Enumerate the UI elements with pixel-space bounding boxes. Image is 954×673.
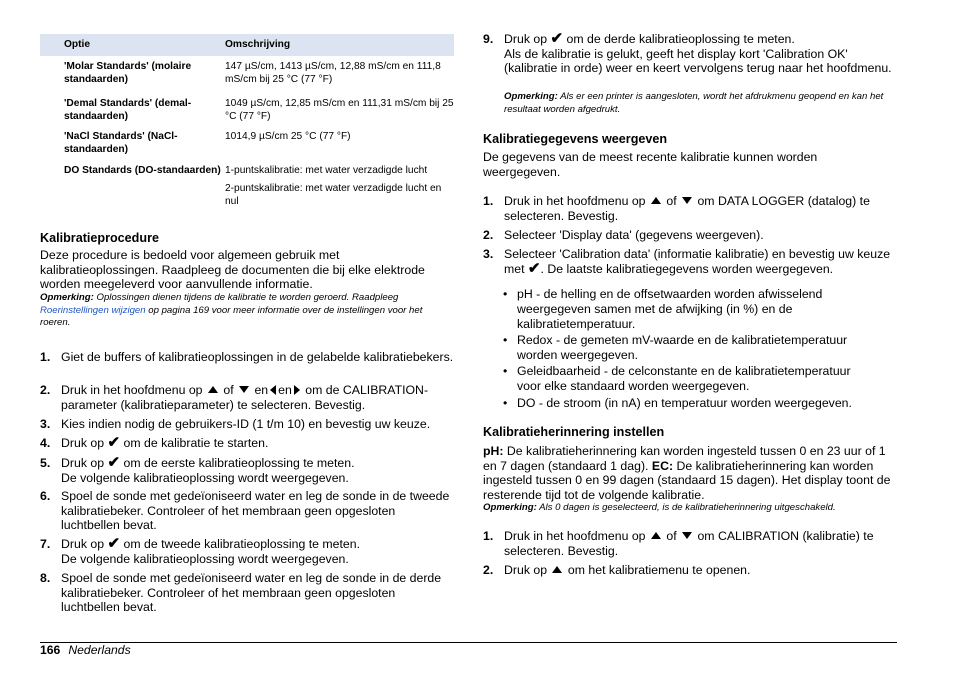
step-text: om de tweede kalibratieoplossing te meten. <box>123 537 360 551</box>
note-printer <box>504 91 897 116</box>
list-item <box>483 32 897 76</box>
footer-language: Nederlands <box>68 643 131 657</box>
reminder-paragraph <box>483 444 897 502</box>
intro-paragraph: Deze procedure is bedoeld voor algemeen gebruik met kalibratieoplossingen. Raadpleeg de documenten die bij elke elektrode worden meegeleverd voor aanvullende informatie. <box>40 248 425 292</box>
down-arrow-icon <box>682 197 692 204</box>
step-number: 7. <box>40 537 51 551</box>
step-text: Kies indien nodig de gebruikers-ID (1 t/m 10) en bevestig uw keuze. <box>61 417 431 431</box>
list-item: • Geleidbaarheid - de celconstante en de kalibratietemperatuur voor elke standaard worden weergegeven. <box>483 364 873 394</box>
checkmark-icon: ✔ <box>550 30 564 47</box>
step-text: Giet de buffers of kalibratieoplossingen in de gelabelde kalibratiebekers. <box>61 350 454 364</box>
up-arrow-icon <box>651 532 661 539</box>
table-header-row <box>40 34 454 56</box>
table-row <box>40 126 454 160</box>
column-header-description: Omschrijving <box>225 34 454 56</box>
option-description: 1014,9 µS/cm 25 °C (77 °F) <box>225 131 351 142</box>
step-text: Spoel de sonde met gedeïoniseerd water en leg de sonde in de derde kalibratiebeker. Controleer of het membraan geen opgesloten luchtbellen bevat. <box>61 571 442 615</box>
ph-label: pH: <box>483 444 504 458</box>
step-text: Selecteer 'Calibration data' (informatie kalibratie) en bevestig uw keuze met <box>504 247 891 276</box>
step-number: 8. <box>40 571 51 585</box>
section-heading-view-calibration-data: Kalibratiegegevens weergeven <box>483 132 668 146</box>
step-text: en <box>278 383 292 397</box>
list-item <box>40 456 454 485</box>
stirring-settings-link[interactable]: Roerinstellingen wijzigen <box>40 304 146 316</box>
up-arrow-icon <box>552 566 562 573</box>
reminder-text: De kalibratieherinnering kan worden ingesteld tussen 0 en 23 uur of 1 en 7 dagen (standaard 1 dag). <box>483 444 886 473</box>
option-description: 1049 µS/cm, 12,85 mS/cm en 111,31 mS/cm bij 25 °C (77 °F) <box>225 98 454 122</box>
up-arrow-icon <box>651 197 661 204</box>
down-arrow-icon <box>239 386 249 393</box>
step-text: Druk in het hoofdmenu op <box>61 383 203 397</box>
up-arrow-icon <box>208 386 218 393</box>
step-text: Druk in het hoofdmenu op <box>504 194 646 208</box>
checkmark-icon: ✔ <box>107 454 121 471</box>
step-text: Druk op <box>61 456 105 470</box>
step-number: 3. <box>483 247 494 261</box>
step-text: om de derde kalibratieoplossing te meten. <box>566 32 795 46</box>
note-label: Opmerking: <box>504 91 558 102</box>
list-item <box>40 436 454 451</box>
step-text: Selecteer 'Display data' (gegevens weergeven). <box>504 228 764 242</box>
step-text: om de kalibratie te starten. <box>123 436 269 450</box>
step-text: om het kalibratiemenu te openen. <box>567 563 751 577</box>
list-item: • DO - de stroom (in nA) en temperatuur worden weergegeven. <box>483 396 873 411</box>
list-item: • pH - de helling en de offsetwaarden worden afwisselend weergegeven samen met de afwijking (in %) en de kalibratietemperatuur. <box>483 287 873 332</box>
note-label: Opmerking: <box>40 292 94 303</box>
step-text: om DATA LOGGER (datalog) te selecteren. Bevestig. <box>504 194 870 223</box>
list-item <box>40 383 454 412</box>
list-item <box>40 417 454 432</box>
step-number: 3. <box>40 417 51 431</box>
list-item <box>483 194 897 223</box>
step-text: en <box>254 383 269 397</box>
note-label: Opmerking: <box>483 502 537 513</box>
option-name: 'Demal Standards' (demal-standaarden) <box>64 98 192 122</box>
step-text: Druk in het hoofdmenu op <box>504 529 646 543</box>
step-text: De volgende kalibratieoplossing wordt weergegeven. <box>61 470 349 485</box>
step-number: 2. <box>40 383 51 397</box>
step-text: om CALIBRATION (kalibratie) te selecteren. Bevestig. <box>504 529 874 558</box>
step-text: of <box>666 529 677 543</box>
option-description: 147 µS/cm, 1413 µS/cm, 12,88 mS/cm en 111,8 mS/cm bij 25 °C (77 °F) <box>225 61 441 85</box>
table-row <box>40 93 454 126</box>
step-number: 1. <box>483 194 494 208</box>
checkmark-icon: ✔ <box>527 259 541 277</box>
ec-label: EC: <box>651 458 674 473</box>
section-heading-calibration-procedure: Kalibratieprocedure <box>40 231 159 245</box>
page-footer <box>40 643 131 657</box>
note-text: Als 0 dagen is geselecteerd, is de kalibratieherinnering uitgeschakeld. <box>536 502 836 513</box>
step-text: om de eerste kalibratieoplossing te meten. <box>123 456 355 470</box>
step-text: Druk op <box>504 563 548 577</box>
section-heading-calibration-reminder: Kalibratieherinnering instellen <box>483 425 665 439</box>
footer-divider <box>40 642 897 643</box>
list-item <box>483 228 897 243</box>
step-number: 9. <box>483 32 494 46</box>
step-text: De volgende kalibratieoplossing wordt weergegeven. <box>61 551 349 566</box>
options-table <box>40 34 454 208</box>
reminder-text: De kalibratieherinnering kan worden ingesteld tussen 0 en 99 dagen (standaard 15 dagen). Het display toont de resterende tijd tot de volgende kalibratie. <box>483 458 891 502</box>
right-arrow-icon <box>294 385 300 395</box>
note-stirring <box>40 292 454 330</box>
list-item <box>483 247 897 276</box>
step-number: 4. <box>40 436 51 450</box>
description-line: 1-puntskalibratie: met water verzadigde lucht <box>225 165 428 176</box>
page-number: 166 <box>40 643 61 657</box>
list-item <box>483 529 897 558</box>
left-arrow-icon <box>270 385 276 395</box>
list-item <box>40 489 454 533</box>
option-description <box>225 160 454 208</box>
note-reminder <box>483 502 897 515</box>
step-text: Spoel de sonde met gedeïoniseerd water en leg de sonde in de tweede kalibratiebeker. Controleer of het membraan geen opgesloten luchtbellen bevat. <box>61 489 450 533</box>
list-item <box>483 563 897 578</box>
option-name: DO Standards (DO-standaarden) <box>64 165 221 176</box>
list-item <box>40 571 454 615</box>
list-item <box>40 350 454 365</box>
down-arrow-icon <box>682 532 692 539</box>
column-header-option: Optie <box>40 34 225 56</box>
intro-paragraph: De gegevens van de meest recente kalibratie kunnen worden weergegeven. <box>483 150 818 179</box>
step-text: Druk op <box>504 32 548 46</box>
step-text: om de CALIBRATION-parameter (kalibratieparameter) te selecteren. Bevestig. <box>61 383 429 412</box>
step-number: 5. <box>40 456 51 470</box>
step-text: Druk op <box>61 436 105 450</box>
list-item: • Redox - de gemeten mV-waarde en de kalibratietemperatuur worden weergegeven. <box>483 333 873 363</box>
step-number: 1. <box>40 350 51 364</box>
step-number: 6. <box>40 489 51 503</box>
step-text: Als de kalibratie is gelukt, geeft het display kort 'Calibration OK' (kalibratie in orde) weer en keert vervolgens terug naar het hoofdmenu. <box>504 46 892 76</box>
list-item <box>40 537 454 566</box>
table-row <box>40 160 454 208</box>
option-name: 'Molar Standards' (molaire standaarden) <box>64 61 192 85</box>
step-text: . De laatste kalibratiegegevens worden weergegeven. <box>540 261 834 276</box>
step-text: of <box>223 383 234 397</box>
note-text: op pagina 169 voor meer informatie over de instellingen voor het roeren. <box>40 304 423 329</box>
step-number: 2. <box>483 228 494 242</box>
description-line: 2-puntskalibratie: met water verzadigde lucht en nul <box>225 183 442 207</box>
checkmark-icon: ✔ <box>107 535 121 552</box>
step-text: Druk op <box>61 537 105 551</box>
option-name: 'NaCl Standards' (NaCl-standaarden) <box>64 131 178 155</box>
step-number: 1. <box>483 529 494 543</box>
step-text: of <box>666 194 677 208</box>
table-row <box>40 56 454 93</box>
step-number: 2. <box>483 563 494 577</box>
checkmark-icon: ✔ <box>107 434 121 451</box>
note-text: Als er een printer is aangesloten, wordt het afdrukmenu geopend en kan het resultaat worden afgedrukt. <box>504 91 884 115</box>
note-text: Oplossingen dienen tijdens de kalibratie te worden geroerd. Raadpleeg <box>93 292 399 303</box>
